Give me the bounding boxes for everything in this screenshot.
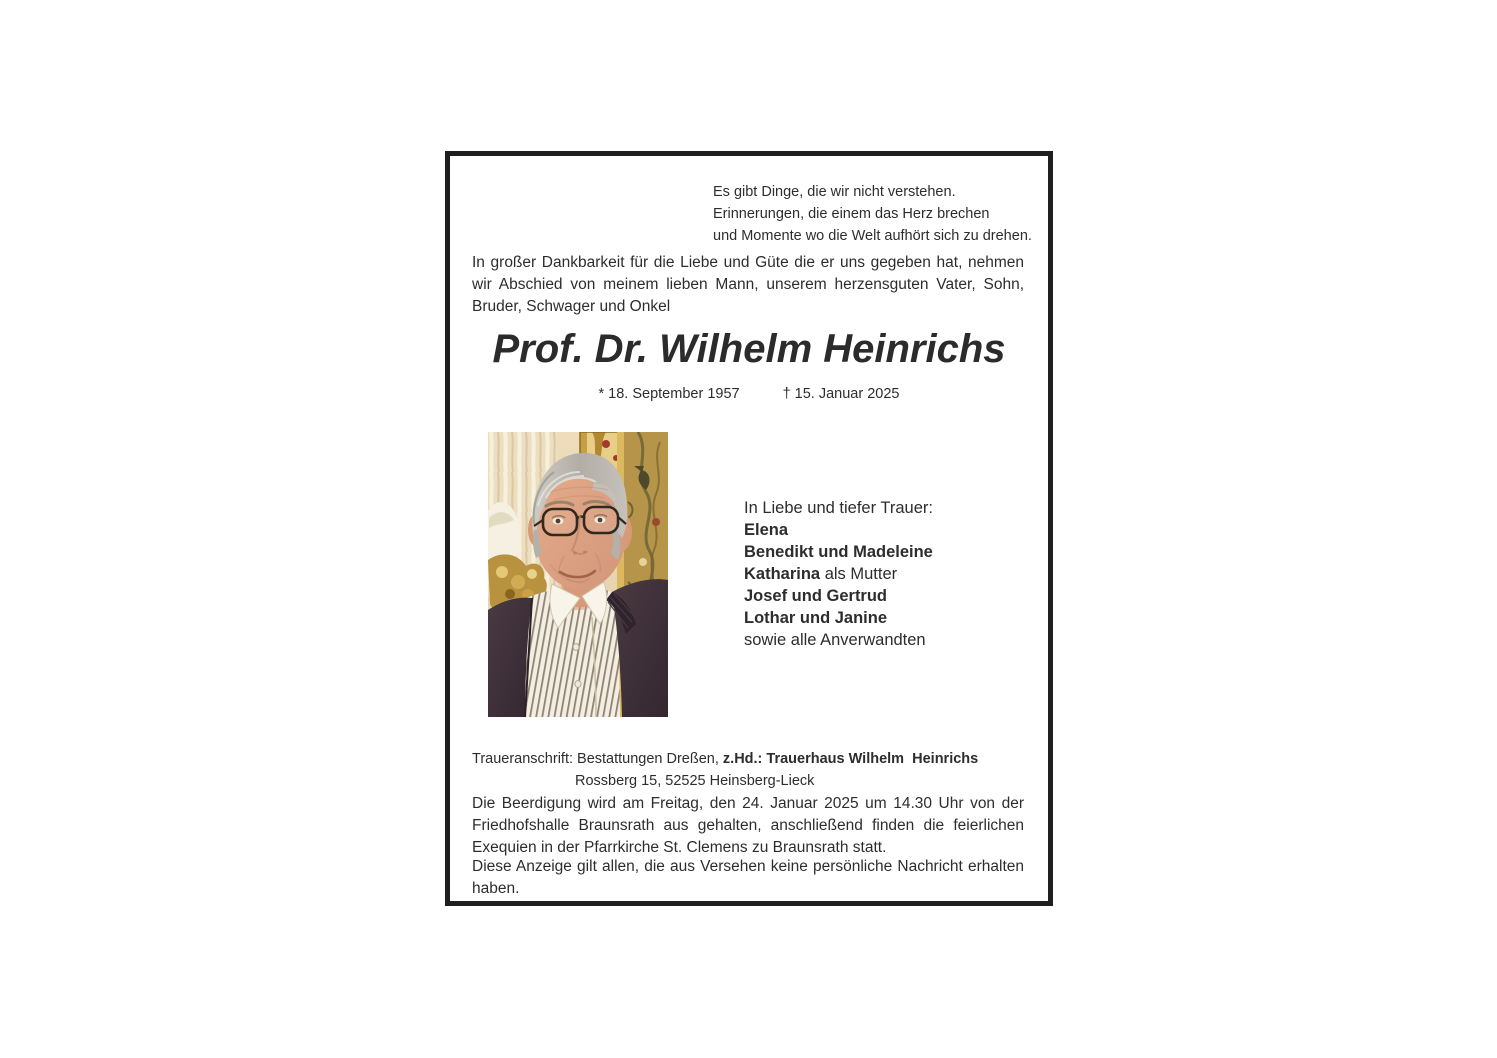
mourner-name: Lothar und Janine <box>744 609 888 627</box>
address-recipient: z.Hd.: Trauerhaus Wilhelm Heinrichs <box>722 751 979 767</box>
mourners-list <box>744 497 933 651</box>
quote-line-3: und Momente wo die Welt aufhört sich zu drehen. <box>713 228 1032 244</box>
mourner-line <box>744 541 933 563</box>
quote-line-2: Erinnerungen, die einem das Herz brechen <box>713 206 990 222</box>
closing-note: Diese Anzeige gilt allen, die aus Versehen keine persönliche Nachricht erhalten haben. <box>472 858 1024 897</box>
mourner-name: Katharina <box>744 565 821 583</box>
mourner-line <box>744 629 933 651</box>
mourners-intro: In Liebe und tiefer Trauer: <box>744 499 933 517</box>
intro-paragraph: In großer Dankbarkeit für die Liebe und Güte die er uns gegeben hat, nehmen wir Abschied von meinem lieben Mann, unserem herzensguten Vater, Sohn, Bruder, Schwager und Onkel <box>472 254 1024 315</box>
quote-line-1: Es gibt Dinge, die wir nicht verstehen. <box>713 184 956 200</box>
portrait-photo <box>488 432 668 717</box>
mourning-address <box>472 748 978 792</box>
address-line-1 <box>472 748 978 770</box>
death-date: † 15. Januar 2025 <box>782 386 900 402</box>
mourner-name: Benedikt und Madeleine <box>744 543 933 561</box>
mourner-name: Josef und Gertrud <box>744 587 888 605</box>
address-prefix: Traueranschrift: Bestattungen Dreßen, <box>472 751 723 767</box>
mourner-line <box>744 519 933 541</box>
opening-quote <box>713 181 1032 247</box>
obituary-notice <box>445 151 1053 906</box>
mourner-suffix: als Mutter <box>820 565 898 583</box>
portrait-illustration <box>488 432 668 717</box>
mourner-line <box>744 607 933 629</box>
deceased-name: Prof. Dr. Wilhelm Heinrichs <box>492 327 1006 371</box>
mourner-line <box>744 563 933 585</box>
birth-date: * 18. September 1957 <box>598 386 740 402</box>
address-line-2: Rossberg 15, 52525 Heinsberg-Lieck <box>575 773 815 789</box>
mourner-name: Elena <box>744 521 789 539</box>
mourner-line <box>744 585 933 607</box>
life-dates <box>450 383 1048 405</box>
funeral-info: Die Beerdigung wird am Freitag, den 24. Januar 2025 um 14.30 Uhr von der Friedhofshalle Braunsrath aus gehalten, anschließend finden die feierlichen Exequien in der Pfarrkirche St. Clemens zu Braunsrath statt. <box>472 795 1024 856</box>
mourner-suffix: sowie alle Anverwandten <box>744 631 926 649</box>
